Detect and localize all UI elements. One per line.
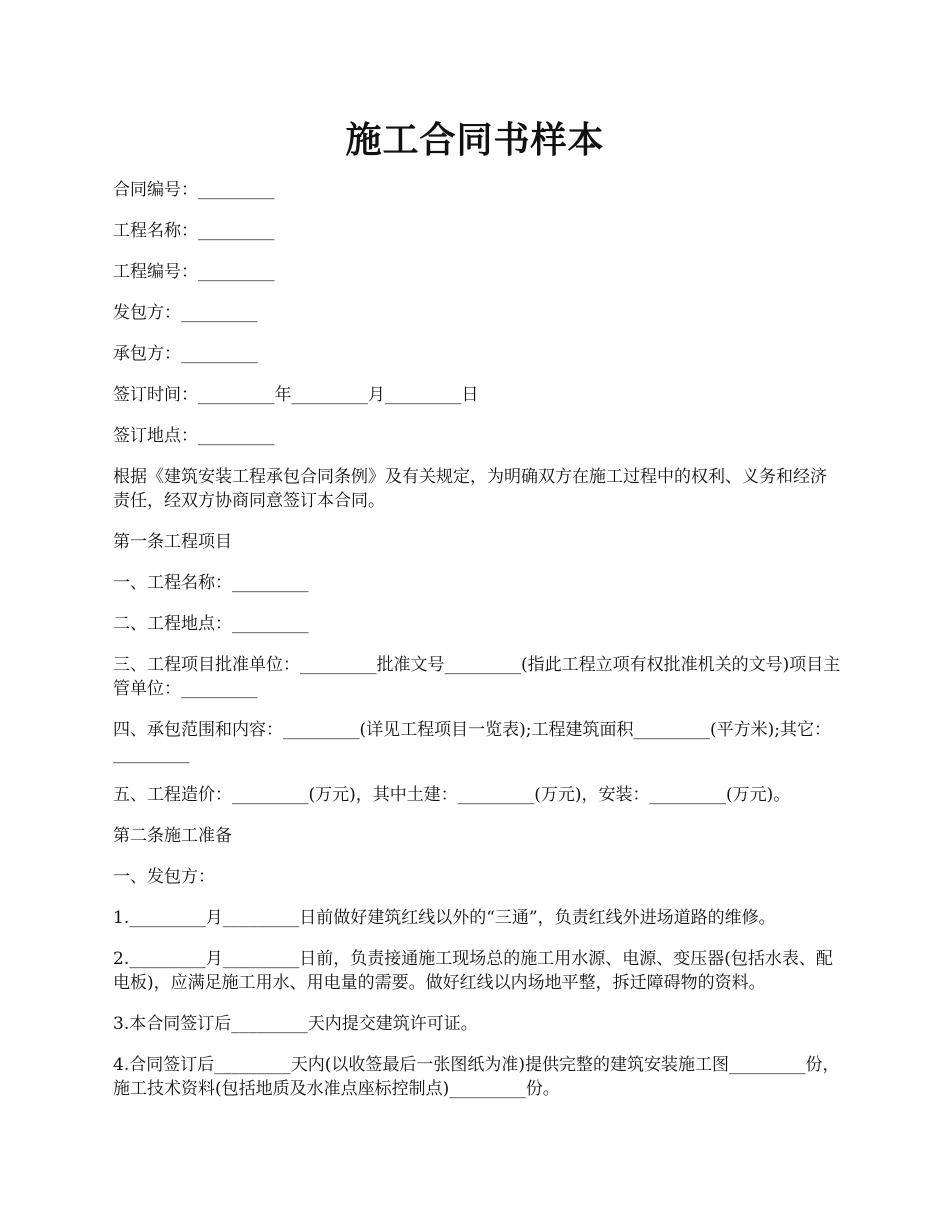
signing-date-line: 签订时间：_________年_________月_________日 <box>113 385 479 405</box>
document-title: 施工合同书样本 <box>345 119 605 161</box>
article-2-item-2: 2._________月_________日前，负责接通施工现场总的施工用水源、电源、变压器(包括水表、配电板)，应满足施工用水、用电量的需要。做好红线以内场地平整，拆迁障碍物的资料。 <box>113 949 833 993</box>
article-1-heading: 第一条工程项目 <box>113 532 232 552</box>
article-1-item-5: 五、工程造价：_________(万元)，其中土建：_________(万元)，安装：_________(万元)。 <box>113 785 791 805</box>
article-2-item-3: 3.本合同签订后_________天内提交建筑许可证。 <box>113 1014 478 1034</box>
project-name-line: 工程名称：_________ <box>113 221 275 241</box>
employer-line: 发包方：_________ <box>113 303 258 323</box>
project-number-line: 工程编号：_________ <box>113 262 275 282</box>
article-1-item-3: 三、工程项目批准单位：_________批准文号_________(指此工程立项有权批准机关的文号)项目主管单位：_________ <box>113 655 841 699</box>
article-2-item-4: 4.合同签订后_________天内(以收签最后一张图纸为准)提供完整的建筑安装施工图_________份，施工技术资料(包括地质及水准点座标控制点)_________份。 <box>113 1055 840 1099</box>
article-1-item-4: 四、承包范围和内容：_________(详见工程项目一览表);工程建筑面积_________(平方米);其它：_________ <box>113 720 831 764</box>
signing-place-line: 签订地点：_________ <box>113 426 275 446</box>
document-body <box>113 178 843 1118</box>
preamble-paragraph: 根据《建筑安装工程承包合同条例》及有关规定，为明确双方在施工过程中的权利、义务和经济责任，经双方协商同意签订本合同。 <box>113 467 827 511</box>
article-2-heading: 第二条施工准备 <box>113 826 232 846</box>
contractor-line: 承包方：_________ <box>113 344 258 364</box>
article-1-item-1: 一、工程名称：_________ <box>113 573 309 593</box>
article-2-subheading: 一、发包方： <box>113 867 215 887</box>
article-1-item-2: 二、工程地点：_________ <box>113 614 309 634</box>
article-2-item-1: 1._________月_________日前做好建筑红线以外的“三通”，负责红线外进场道路的维修。 <box>113 908 776 928</box>
contract-number-line: 合同编号：_________ <box>113 180 275 200</box>
